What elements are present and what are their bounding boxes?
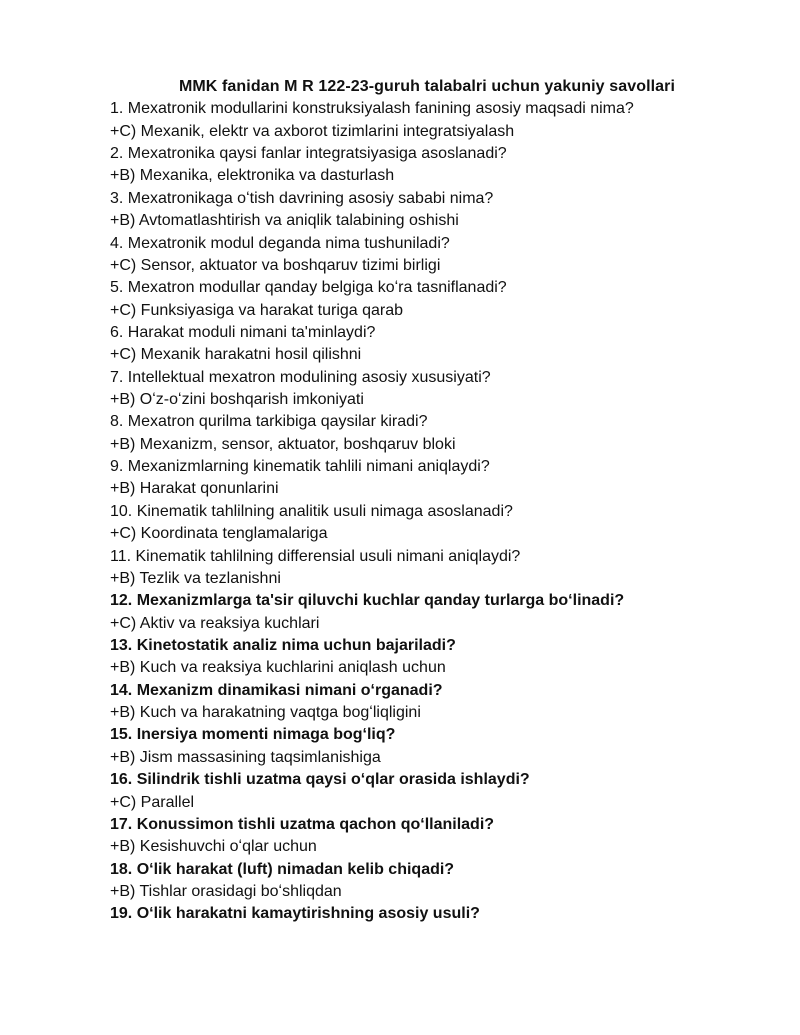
answer-line: +B) Jism massasining taqsimlanishiga (110, 748, 381, 766)
question-line: 13. Kinetostatik analiz nima uchun bajariladi? (110, 636, 456, 654)
answer-line: +B) Kesishuvchi oʻqlar uchun (110, 838, 317, 856)
question-line: 1. Mexatronik modullarini konstruksiyalash fanining asosiy maqsadi nima? (110, 100, 634, 118)
answer-line: +C) Sensor, aktuator va boshqaruv tizimi birligi (110, 256, 441, 274)
answer-line: +C) Funksiyasiga va harakat turiga qarab (110, 301, 404, 319)
answer-line: +B) Avtomatlashtirish va aniqlik talabining oshishi (110, 212, 459, 230)
answer-line: +B) Mexanizm, sensor, aktuator, boshqaruv bloki (110, 435, 456, 453)
question-line: 11. Kinematik tahlilning differensial usuli nimani aniqlaydi? (110, 547, 521, 565)
question-line: 5. Mexatron modullar qanday belgiga koʻra tasniflanadi? (110, 279, 507, 297)
question-line: 4. Mexatronik modul deganda nima tushuniladi? (110, 234, 450, 252)
question-line: 10. Kinematik tahlilning analitik usuli nimaga asoslanadi? (110, 502, 513, 520)
answer-line: +B) Tishlar orasidagi boʻshliqdan (110, 882, 342, 900)
answer-line: +C) Parallel (110, 793, 195, 811)
question-line: 19. Oʻlik harakatni kamaytirishning asosiy usuli? (110, 905, 480, 923)
answer-line: +C) Mexanik, elektr va axborot tizimlarini integratsiyalash (110, 122, 515, 140)
question-line: 16. Silindrik tishli uzatma qaysi oʻqlar orasida ishlaydi? (110, 771, 530, 789)
answer-line: +C) Mexanik harakatni hosil qilishni (110, 346, 362, 364)
answer-line: +B) Harakat qonunlarini (110, 480, 279, 498)
question-line: 17. Konussimon tishli uzatma qachon qoʻllaniladi? (110, 815, 495, 833)
answer-line: +B) Oʻz-oʻzini boshqarish imkoniyati (110, 391, 364, 409)
question-line: 14. Mexanizm dinamikasi nimani oʻrganadi? (110, 681, 443, 699)
question-line: 3. Mexatronikaga oʻtish davrining asosiy sababi nima? (110, 189, 494, 207)
question-list (110, 98, 744, 925)
question-line: 9. Mexanizmlarning kinematik tahlili nimani aniqlaydi? (110, 458, 490, 476)
answer-line: +B) Kuch va harakatning vaqtga bogʻliqligini (110, 704, 421, 722)
answer-line: +C) Aktiv va reaksiya kuchlari (110, 614, 320, 632)
question-line: 12. Mexanizmlarga ta'sir qiluvchi kuchlar qanday turlarga boʻlinadi? (110, 592, 625, 610)
answer-line: +B) Tezlik va tezlanishni (110, 569, 281, 587)
answer-line: +B) Kuch va reaksiya kuchlarini aniqlash uchun (110, 659, 446, 677)
question-line: 2. Mexatronika qaysi fanlar integratsiyasiga asoslanadi? (110, 145, 507, 163)
question-line: 6. Harakat moduli nimani ta'minlaydi? (110, 323, 376, 341)
answer-line: +C) Koordinata tenglamalariga (110, 525, 328, 543)
answer-line: +B) Mexanika, elektronika va dasturlash (110, 167, 395, 185)
question-line: 7. Intellektual mexatron modulining asosiy xususiyati? (110, 368, 491, 386)
question-line: 18. Oʻlik harakat (luft) nimadan kelib chiqadi? (110, 860, 455, 878)
document-title: MMK fanidan M R 122-23-guruh talabalri uchun yakuniy savollari (178, 78, 676, 95)
question-line: 8. Mexatron qurilma tarkibiga qaysilar kiradi? (110, 413, 428, 431)
question-line: 15. Inersiya momenti nimaga bogʻliq? (110, 726, 396, 744)
